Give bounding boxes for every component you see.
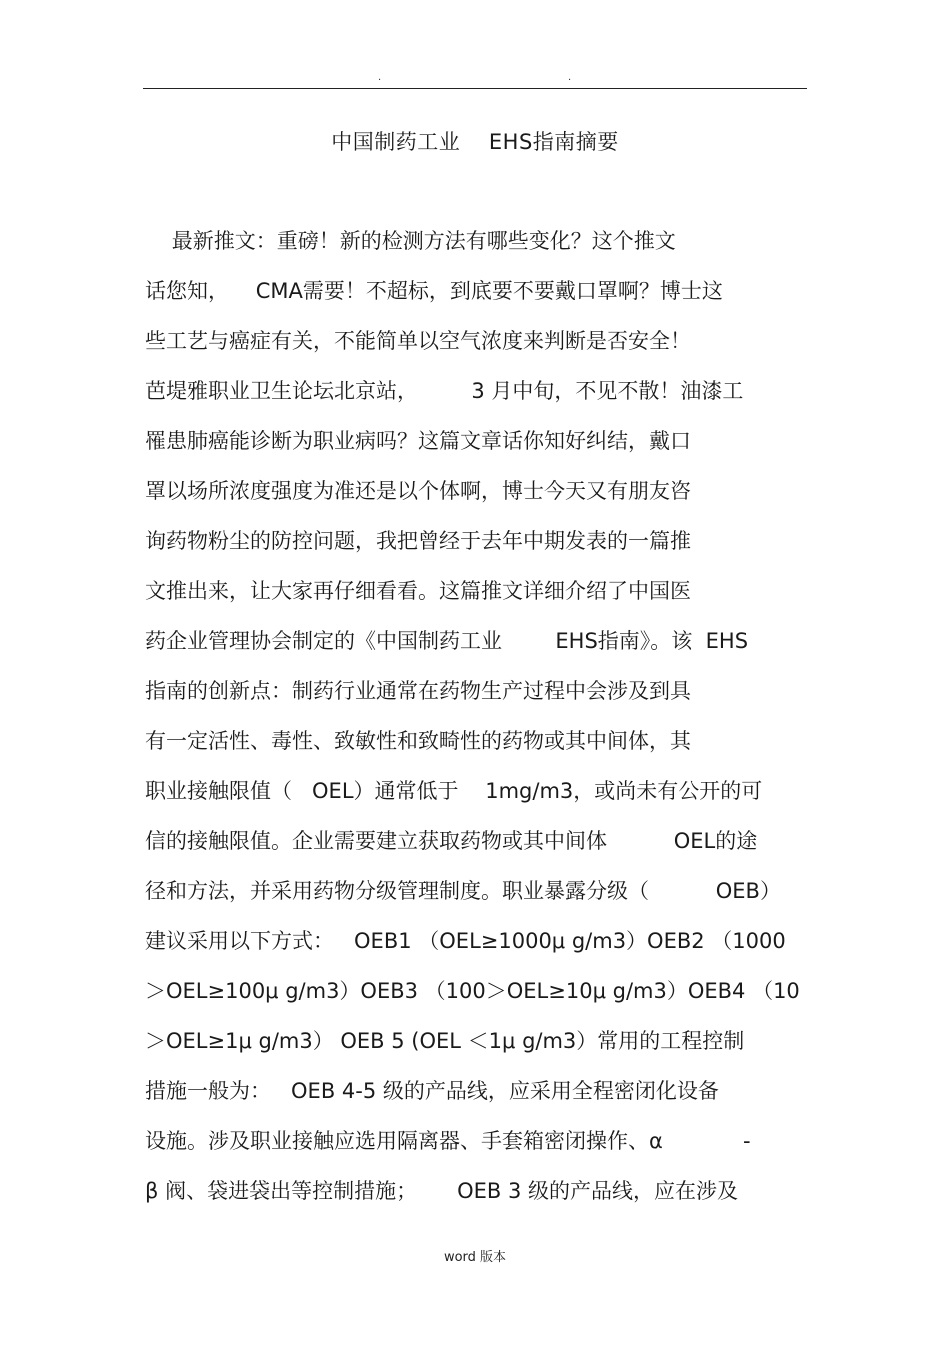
document-title: 中国制药工业 EHS指南摘要	[331, 130, 619, 154]
body-line: 指南的创新点：制药行业通常在药物生产过程中会涉及到具	[145, 679, 691, 703]
header-rule	[143, 88, 807, 89]
body-line: 信的接触限值。企业需要建立获取药物或其中间体 OEL的途	[145, 829, 758, 853]
body-line: 芭堤雅职业卫生论坛北京站， 3 月中旬，不见不散！油漆工	[145, 379, 744, 403]
body-line: 最新推文：重磅！新的检测方法有哪些变化？这个推文	[145, 229, 676, 253]
body-line: 设施。涉及职业接触应选用隔离器、手套箱密闭操作、α -	[145, 1129, 751, 1153]
body-line: 建议采用以下方式： OEB1 （OEL≥1000μ g/m3）OEB2 （1000	[145, 929, 786, 953]
body-line: ＞OEL≥1μ g/m3） OEB 5 (OEL ＜1μ g/m3）常用的工程控制	[145, 1029, 745, 1053]
body-line: 询药物粉尘的防控问题，我把曾经于去年中期发表的一篇推	[145, 529, 691, 553]
page-footer: word 版本	[443, 1250, 507, 1265]
body-line: 径和方法，并采用药物分级管理制度。职业暴露分级（ OEB）	[145, 879, 781, 903]
header-dot-right: .	[568, 72, 572, 83]
header-dot-left: .	[378, 72, 382, 83]
body-line: 有一定活性、毒性、致敏性和致畸性的药物或其中间体，其	[145, 729, 691, 753]
body-line: 些工艺与癌症有关，不能简单以空气浓度来判断是否安全！	[145, 329, 691, 353]
body-line: β 阀、袋进袋出等控制措施； OEB 3 级的产品线，应在涉及	[145, 1179, 739, 1203]
body-line: 职业接触限值（ OEL）通常低于 1mg/m3，或尚未有公开的可	[145, 779, 763, 803]
body-line: 罩以场所浓度强度为准还是以个体啊，博士今天又有朋友咨	[145, 479, 691, 503]
body-line: 文推出来，让大家再仔细看看。这篇推文详细介绍了中国医	[145, 579, 691, 603]
body-line: 话您知， CMA需要！不超标，到底要不要戴口罩啊？博士这	[145, 279, 723, 303]
body-line: ＞OEL≥100μ g/m3）OEB3 （100＞OEL≥10μ g/m3）OEB4 （10	[145, 979, 800, 1003]
body-line: 罹患肺癌能诊断为职业病吗？这篇文章话你知好纠结，戴口	[145, 429, 691, 453]
body-line: 措施一般为： OEB 4-5 级的产品线，应采用全程密闭化设备	[145, 1079, 719, 1103]
body-line: 药企业管理协会制定的《中国制药工业 EHS指南》。该 EHS	[145, 629, 749, 653]
